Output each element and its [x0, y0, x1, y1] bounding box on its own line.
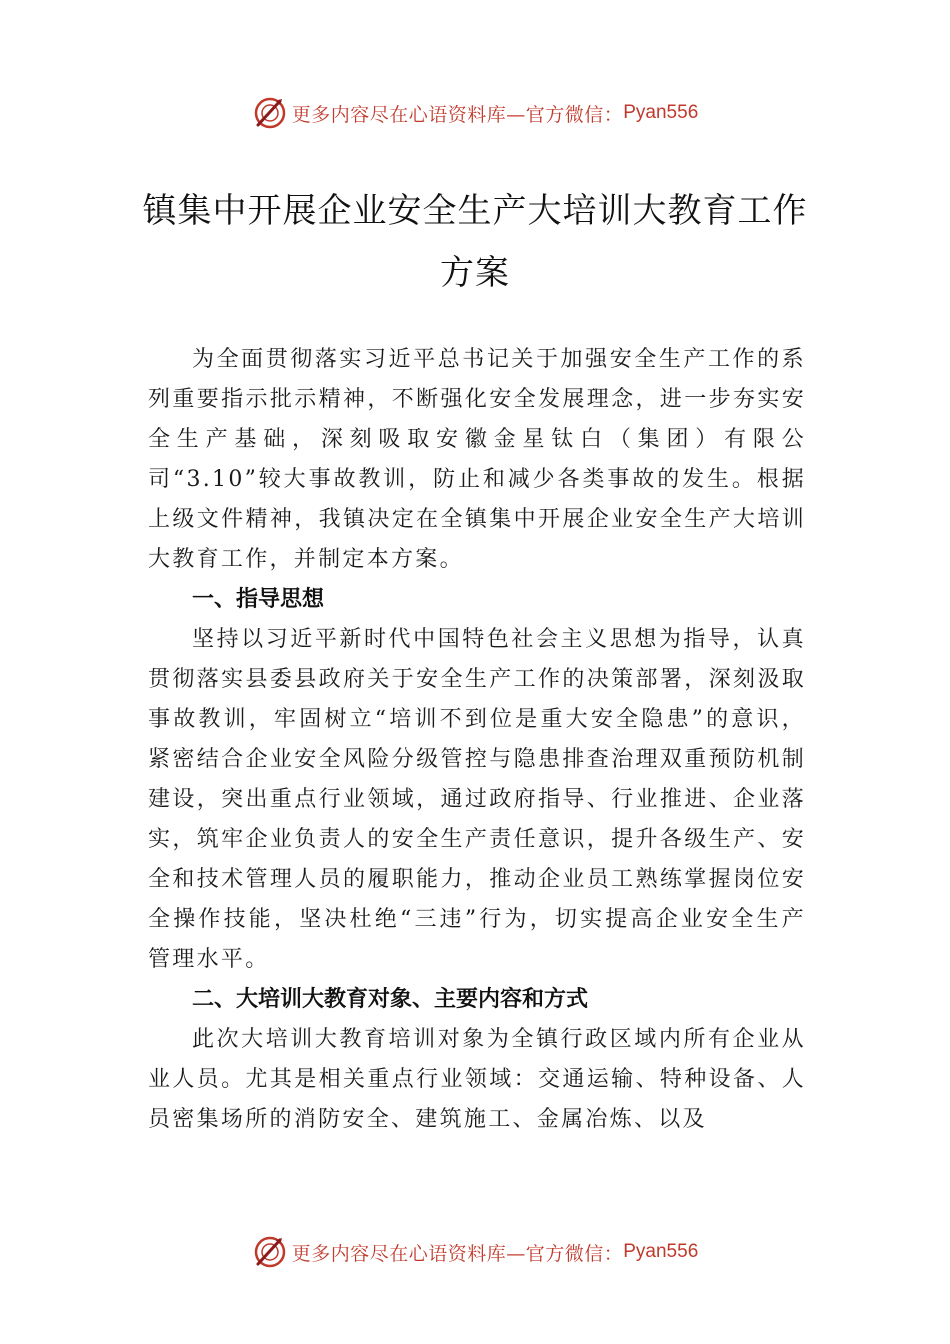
training-targets-paragraph: 此次大培训大教育培训对象为全镇行政区域内所有企业从业人员。尤其是相关重点行业领域：交通运输、特种设备、人员密集场所的消防安全、建筑施工、金属冶炼、以及 [148, 1027, 806, 1132]
watermark-header [0, 95, 950, 131]
brand-logo-icon [252, 1234, 288, 1270]
watermark-account: Pyan556 [623, 1241, 699, 1262]
guiding-ideology-paragraph: 坚持以习近平新时代中国特色社会主义思想为指导，认真贯彻落实县委县政府关于安全生产工作的决策部署，深刻汲取事故教训，牢固树立“培训不到位是重大安全隐患”的意识，紧密结合企业安全风险分级管控与隐患排查治理双重预防机制建设，突出重点行业领域，通过政府指导、行业推进、企业落实，筑牢企业负责人的安全生产责任意识，提升各级生产、安全和技术管理人员的履职能力，推动企业员工熟练掌握岗位安全操作技能，坚决杜绝“三违”行为，切实提高企业安全生产管理水平。 [148, 627, 806, 972]
watermark-text: 更多内容尽在心语资料库—官方微信： [291, 1242, 624, 1265]
brand-logo-icon [252, 95, 288, 131]
document-title: 镇集中开展企业安全生产大培训大教育工作方案 [142, 191, 808, 293]
intro-paragraph: 为全面贯彻落实习近平总书记关于加强安全生产工作的系列重要指示批示精神，不断强化安全发展理念，进一步夯实安全生产基础，深刻吸取安徽金星钛白（集团）有限公司“3.10”较大事故教训，防止和减少各类事故的发生。根据上级文件精神，我镇决定在全镇集中开展企业安全生产大培训大教育工作，并制定本方案。 [148, 347, 806, 572]
watermark-footer [0, 1234, 950, 1270]
watermark-text: 更多内容尽在心语资料库—官方微信： [291, 103, 624, 126]
section-heading-guiding-ideology: 一、指导思想 [192, 587, 325, 612]
document-body [148, 340, 806, 1140]
section-heading-training-targets: 二、大培训大教育对象、主要内容和方式 [192, 987, 589, 1012]
watermark-account: Pyan556 [623, 102, 699, 123]
